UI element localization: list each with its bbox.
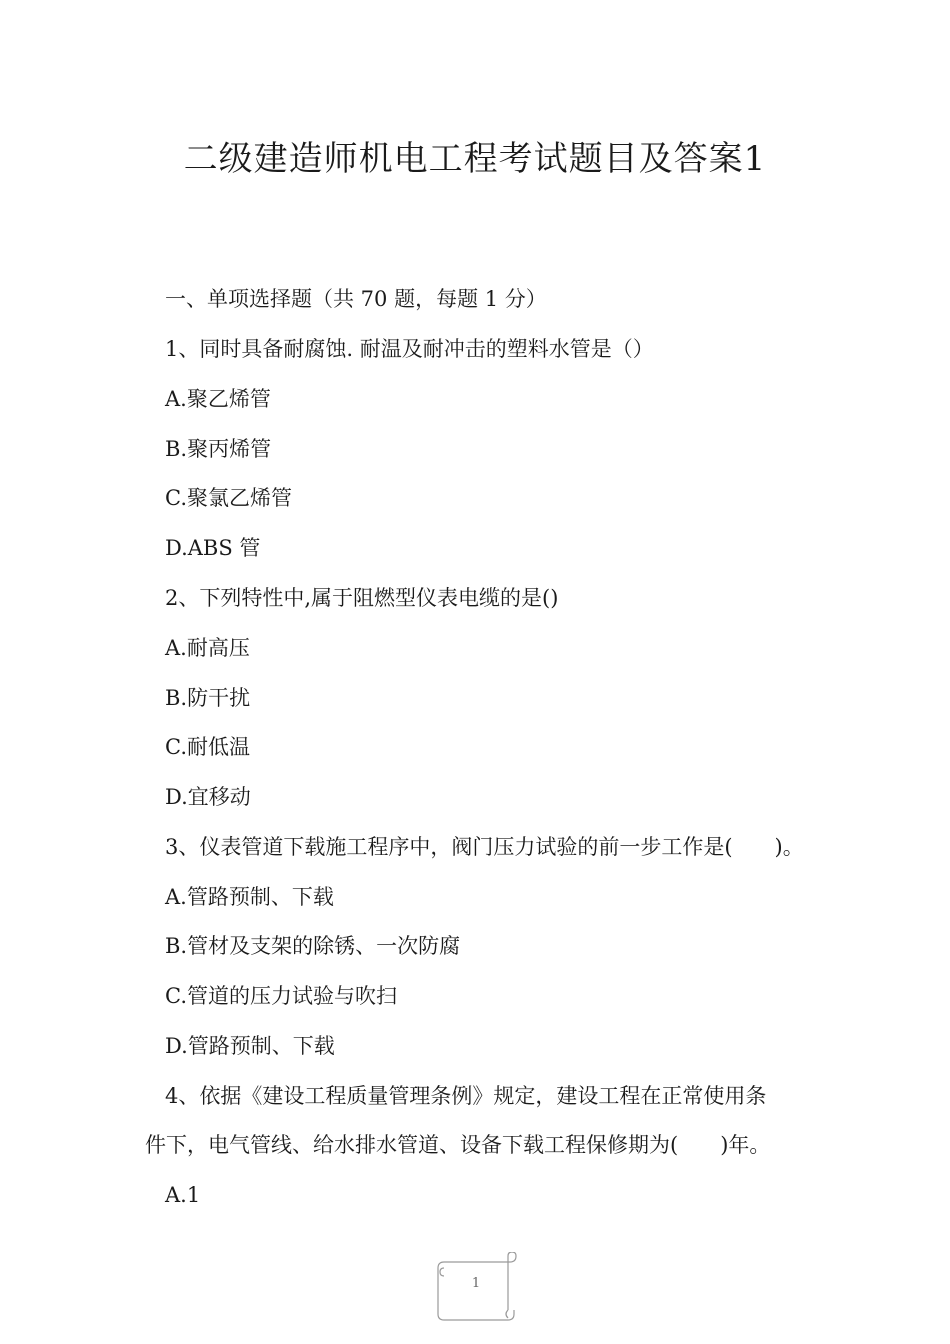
section-heading: 一、单项选择题（共 70 题，每题 1 分） (165, 287, 547, 311)
question-3-option-d: D.管路预制、下载 (165, 1034, 335, 1058)
question-3-text: 3、仪表管道下载施工程序中，阀门压力试验的前一步工作是( )。 (165, 835, 804, 859)
document-title: 二级建造师机电工程考试题目及答案1 (183, 139, 767, 179)
question-2-option-a: A.耐高压 (165, 636, 250, 660)
question-2-option-b: B.防干扰 (165, 686, 251, 710)
page-number: 1 (471, 1276, 481, 1291)
question-4-text-line-2: 件下，电气管线、给水排水管道、设备下载工程保修期为( )年。 (145, 1133, 771, 1157)
question-1-option-c: C.聚氯乙烯管 (165, 486, 292, 510)
question-1-option-b: B.聚丙烯管 (165, 437, 272, 461)
question-3-option-a: A.管路预制、下载 (165, 885, 334, 909)
question-1-option-a: A.聚乙烯管 (165, 387, 271, 411)
question-3-option-c: C.管道的压力试验与吹扫 (165, 984, 397, 1008)
question-2-option-d: D.宜移动 (165, 785, 251, 809)
question-4-text-line-1: 4、依据《建设工程质量管理条例》规定，建设工程在正常使用条 (165, 1084, 767, 1108)
question-2-option-c: C.耐低温 (165, 735, 250, 759)
question-2-text: 2、下列特性中,属于阻燃型仪表电缆的是() (165, 586, 559, 610)
question-1-text: 1、同时具备耐腐蚀. 耐温及耐冲击的塑料水管是（） (165, 337, 654, 361)
question-1-option-d: D.ABS 管 (165, 536, 261, 560)
question-4-option-a: A.1 (165, 1183, 201, 1207)
question-3-option-b: B.管材及支架的除锈、一次防腐 (165, 934, 461, 958)
